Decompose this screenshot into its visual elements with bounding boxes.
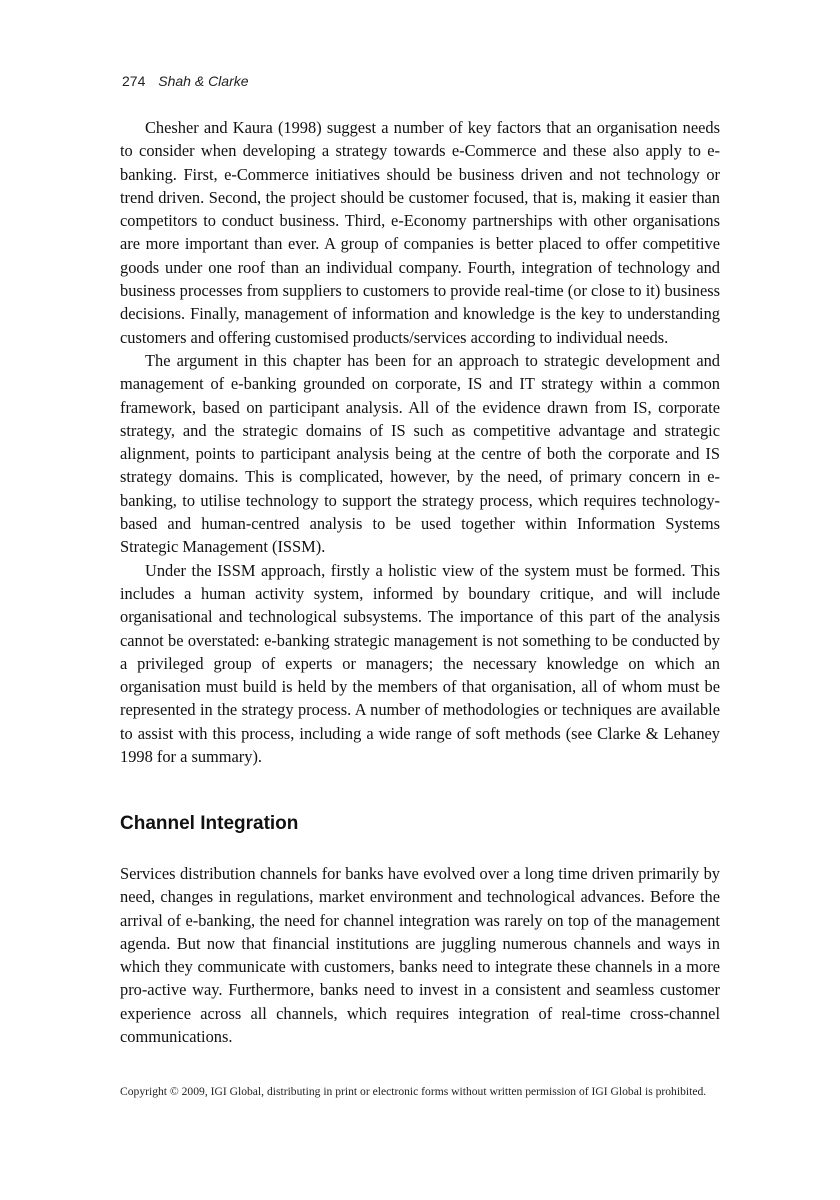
section-heading: Channel Integration (120, 813, 299, 834)
paragraph: Chesher and Kaura (1998) suggest a number of key factors that an organisation needs to consider when developing a strategy towards e-Commerce and these also apply to e-banking. First, e-Commerce initiatives should be business driven and not technology or trend driven. Second, the project should be customer focused, that is, making it easier than competitors to conduct business. Third, e-Economy partnerships with other organisations are more important than ever. A group of companies is better placed to offer competitive goods under one roof than an individual company. Fourth, integration of technology and business processes from suppliers to customers to provide real-time (or close to it) business decisions. Finally, management of information and knowledge is the key to understanding customers and offering customised products/services according to individual needs. (120, 118, 720, 347)
paragraph: Under the ISSM approach, firstly a holistic view of the system must be formed. This includes a human activity system, informed by boundary critique, and will include organisational and technological subsystems. The importance of this part of the analysis cannot be overstated: e-banking strategic management is not something to be conducted by a privileged group of experts or managers; the necessary knowledge on which an organisation must build is held by the members of that organisation, all of whom must be represented in the strategy process. A number of methodologies or techniques are available to assist with this process, including a wide range of soft methods (see Clarke & Lehaney 1998 for a summary). (120, 560, 720, 767)
section-body-text (120, 862, 720, 1048)
running-header (122, 73, 249, 89)
body-text-before-section (120, 116, 720, 768)
running-head-authors: Shah & Clarke (158, 73, 249, 89)
page-number: 274 (122, 73, 146, 89)
paragraph: Services distribution channels for banks have evolved over a long time driven primarily by need, changes in regulations, market environment and technological advances. Before the arrival of e-banking, the need for channel integration was rarely on top of the management agenda. But now that financial institutions are juggling numerous channels and ways in which they communicate with customers, banks need to integrate these channels in a more pro-active way. Furthermore, banks need to invest in a consistent and seamless customer experience across all channels, which requires integration of real-time cross-channel communications. (120, 864, 720, 1047)
copyright-notice: Copyright © 2009, IGI Global, distributing in print or electronic forms without written permission of IGI Global is prohibited. (120, 1085, 707, 1098)
paragraph: The argument in this chapter has been for an approach to strategic development and management of e-banking grounded on corporate, IS and IT strategy within a common framework, based on participant analysis. All of the evidence drawn from IS, corporate strategy, and the strategic domains of IS such as competitive advantage and strategic alignment, points to participant analysis being at the centre of both the corporate and IS strategy domains. This is complicated, however, by the need, of primary concern in e-banking, to utilise technology to support the strategy process, which requires technology-based and human-centred analysis to be used together within Information Systems Strategic Management (ISSM). (120, 350, 720, 557)
